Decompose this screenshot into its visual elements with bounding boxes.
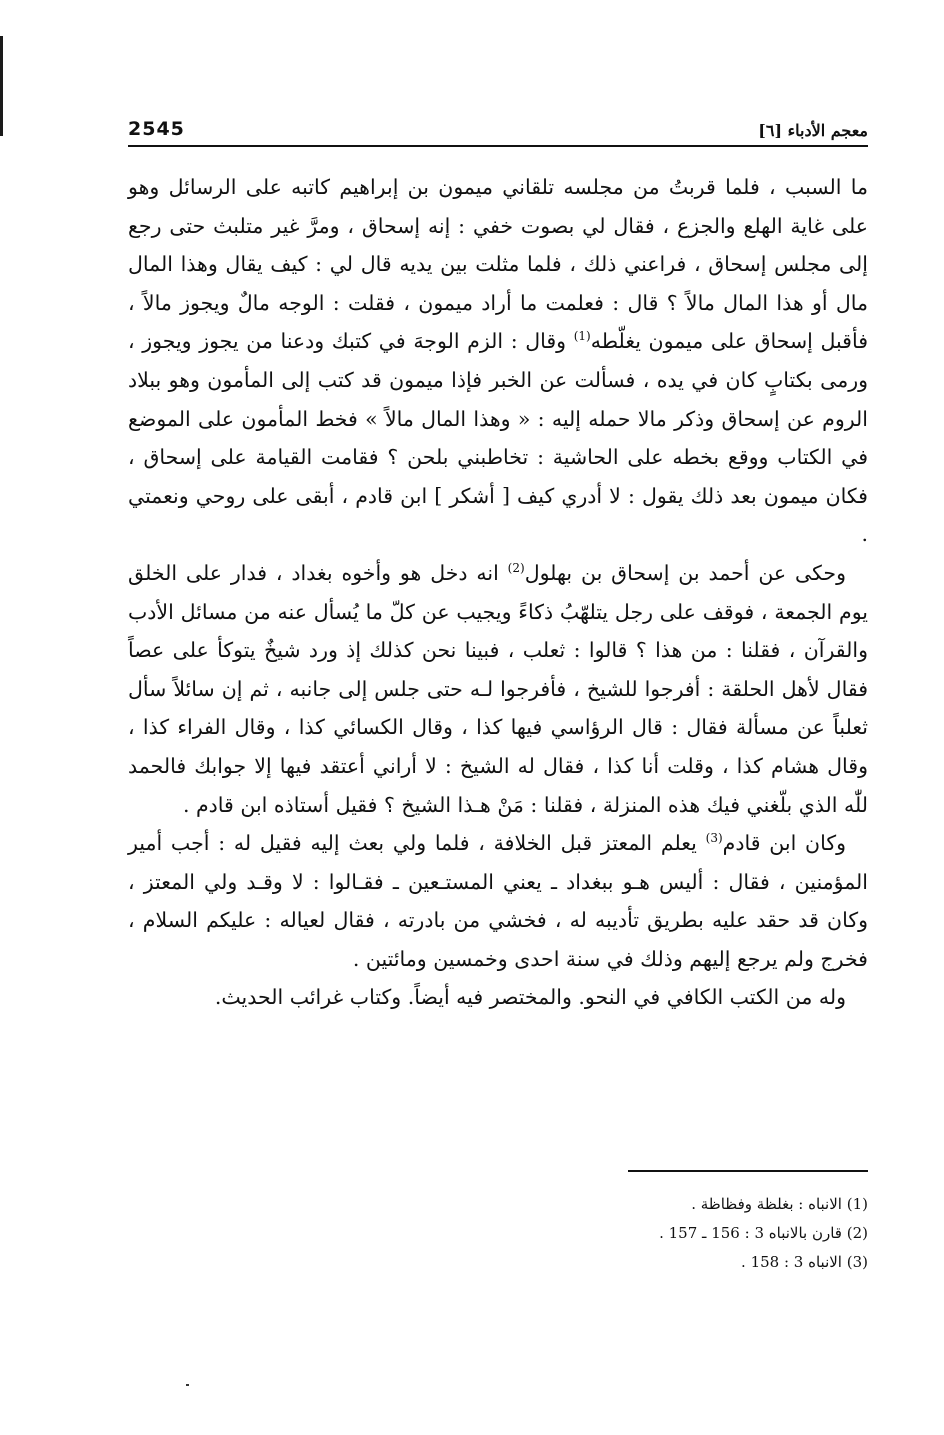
paragraph-4 <box>128 978 868 1017</box>
paragraph-1 <box>128 168 868 554</box>
footnote-2: (2) قارن بالانباه 3 : 156 ـ 157 . <box>659 1224 868 1242</box>
paragraph-3 <box>128 824 868 978</box>
footnote-1: (1) الانباه : بغلظة وفظاظة . <box>691 1195 868 1213</box>
footnotes <box>128 1190 868 1277</box>
paragraph-4-text: وله من الكتب الكافي في النحو. والمختصر فيه أيضاً. وكتاب غرائب الحديث. <box>214 985 846 1010</box>
footnote-ref-3: (3) <box>705 831 723 846</box>
footnote-ref-2: (2) <box>507 561 525 576</box>
paragraph-2-text-a: وحكى عن أحمد بن إسحاق بن بهلول <box>524 560 847 585</box>
paragraph-1-text-a: ما السبب ، فلما قربتُ من مجلسه تلقاني ميمون بن إبراهيم كاتبه على الرسائل وهو على غاية الهلع والجزع ، فقال لي بصوت خفي : إنه إسحاق ، ومرَّ غير متلبث حتى رجع إلى مجلس إسحاق ، فراعني ذلك ، فلما مثلت بين يديه قال لي : كيف يقال وهذا المال مال أو هذا المال مالاً ؟ قال : فعلمت ما أراد ميمون ، فقلت : الوجه مالٌ ويجوز مالاً ، فأقبل إسحاق على ميمون يغلّطه <box>128 175 869 354</box>
paragraph-1-text-b: وقال : الزم الوجهَ في كتبك ودعنا من يجوز ويجوز ، ورمى بكتابٍ كان في يده ، فسألت عن الخبر فإذا ميمون قد كتب إلى المأمون وهو ببلاد الروم عن إسحاق وذكر مالا حمله إليه : « وهذا المال مالاً » فخط المأمون على الموضع في الكتاب ووقع بخطه على الحاشية : تخاطبني بلحن ؟ فقامت القيامة على إسحاق ، فكان ميمون بعد ذلك يقول : لا أدري كيف [ أشكر ] ابن قادم ، أبقى على روحي ونعمتي . <box>128 329 868 547</box>
header-rule <box>128 145 868 147</box>
footnote-rule <box>628 1170 868 1172</box>
footnote-3: (3) الانباه 3 : 158 . <box>741 1253 868 1271</box>
paragraph-3-text-a: وكان ابن قادم <box>722 831 846 856</box>
body-text <box>128 168 868 1017</box>
paragraph-3-text-b: يعلم المعتز قبل الخلافة ، فلما ولي بعث إليه فقيل له : أجب أمير المؤمنين ، فقال : أليس هـو ببغداد ـ يعني المستـعين ـ فقـالوا : لا وقـد ولي المعتز ، وكان قد حقد عليه بطريق تأديبه له ، فخشي من بادرته ، فقال لعياله : عليكم السلام ، فخرج ولم يرجع إليهم وذلك في سنة احدى وخمسين ومائتين . <box>128 831 868 971</box>
page-header <box>128 100 868 140</box>
paragraph-2 <box>128 554 868 824</box>
scan-edge-mark <box>0 36 3 136</box>
paragraph-2-text-b: انه دخل هو وأخوه بغداد ، فدار على الخلق يوم الجمعة ، فوقف على رجل يتلهّبُ ذكاءً ويجيب عن كلّ ما يُسأل عنه من مسائل الأدب والقرآن ، فقلنا : من هذا ؟ قالوا : ثعلب ، فبينا نحن كذلك إذ ورد شيخٌ يتوكأ على عصاً فقال لأهل الحلقة : أفرجوا للشيخ ، فأفرجوا لـه حتى جلس إلى جانبه ، ثم إن سائلاً سأل ثعلباً عن مسألة فقال : قال الرؤاسي فيها كذا ، وقال الكسائي كذا ، وقال الفراء كذا ، وقال هشام كذا ، وقلت أنا كذا ، فقال له الشيخ : لا أراني أعتقد فيها إلا جوابك فالحمد للّٰه الذي بلّغني فيك هذه المنزلة ، فقلنا : مَنْ هـذا الشيخ ؟ فقيل أستاذه ابن قادم . <box>128 560 868 817</box>
running-title: معجم الأدباء [٦] <box>758 121 868 140</box>
scan-speck <box>186 1384 189 1386</box>
footnote-ref-1: (1) <box>573 329 591 344</box>
page-number: 2545 <box>128 118 185 140</box>
